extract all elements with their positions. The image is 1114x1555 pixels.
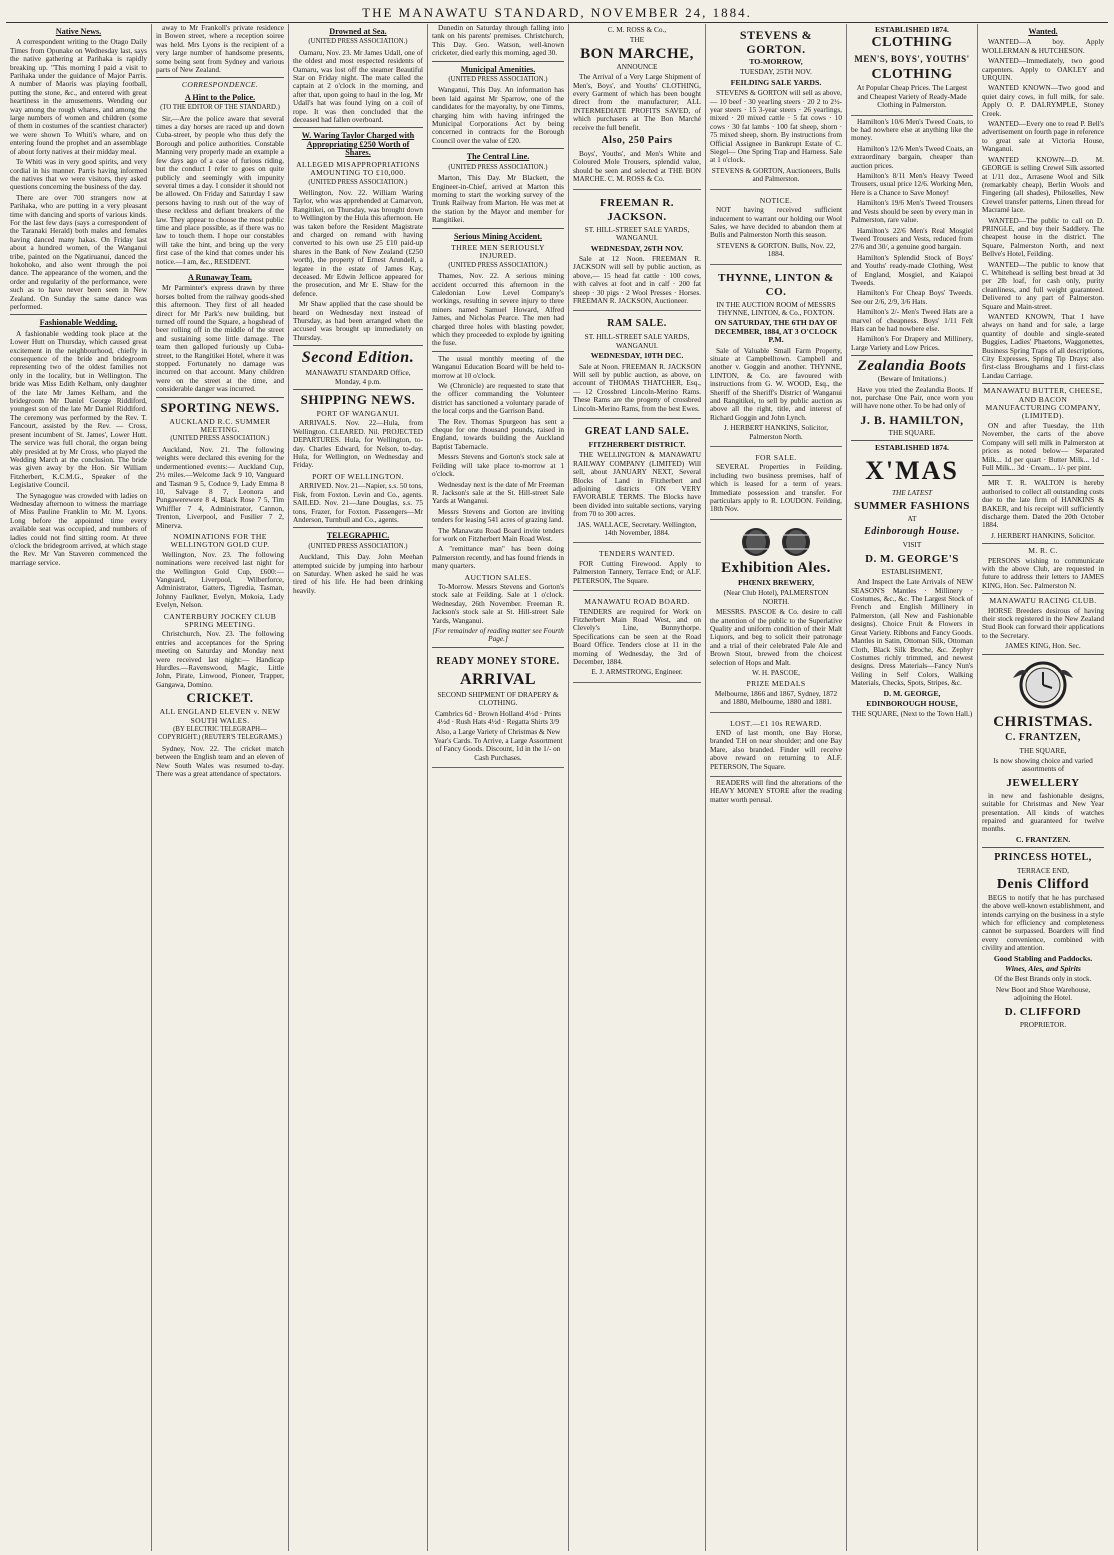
subheading: ALL ENGLAND ELEVEN v. NEW SOUTH WALES.	[159, 707, 281, 725]
heading-wanted: Wanted.	[1028, 27, 1058, 36]
divider	[293, 127, 423, 128]
ad-road-board	[573, 593, 701, 683]
divider	[293, 389, 423, 390]
clifford-name: D. CLIFFORD	[1004, 1005, 1082, 1018]
hamilton-offer: Hamilton's 19/6 Men's Tweed Trousers and Vests should be seen by every man in Palmerston, rare value.	[851, 198, 973, 225]
ad-body: MESSRS. PASCOE & Co. desire to call the attention of the public to the Superlative Quality and uniform condition of their Malt Liquors, and beg to solicit their patronage and a trial of their celebrated Pale Ale and Brown Stout, brewed from the choicest selection of Hops and Malt.	[710, 607, 842, 667]
ad-place: (Near Club Hotel), PALMERSTON NORTH.	[723, 588, 829, 606]
ad-prize: PRIZE MEDALS	[746, 679, 806, 689]
ad-signature: STEVENS & GORTON. Bulls, Nov. 22, 1884.	[716, 240, 836, 259]
ad-body: The Arrival of a Very Large Shipment of Men's, Boys', and Youths' CLOTHING, every Garment of which has been bought direct from the manufacturer; ALL INTERMEDIATE PROFITS SAVED, of which purchasers at The Bon Marché receive the full benefit.	[573, 72, 701, 132]
ad-date: WEDNESDAY, 10TH DEC.	[590, 351, 684, 361]
ad-for-sale	[710, 449, 842, 520]
divider	[10, 314, 147, 315]
barrel-icon	[740, 527, 772, 557]
ad-items: Cambrics 6d · Brown Holland 4½d · Prints 4½d · Rush Hats 4½d · Regatta Shirts 3/9	[434, 708, 562, 727]
ad-title: FREEMAN R. JACKSON.	[599, 196, 675, 223]
article-paragraph: Auckland, Nov. 21. The following weights were declared this evening for the undermentioned events:— Auckland Cup, 2½ miles.—Welcome Jack 9 10, Vanguard and Tasman 9 5, Coduce 9, Lady Emma 8 10, Salvage 8 7, Leonora and Pungawerewere 8 4, Black Rose 7 5, Tim Whiffler 7 4, Administrator, Cannon, Trenton, Liverpool, and Fusilier 7 2, Minerva.	[156, 444, 284, 530]
proprietor: PROPRIETOR.	[1019, 1019, 1067, 1029]
article-paragraph: Mr Parminter's express drawn by three horses bolted from the railway goods-shed this afternoon. They first of all headed direct for Mr Park's new building, but turned off round the Square, a hogshead of beer rolling off in the middle of the street and sustaining some little damage. The team then galloped furiously up Cuba-street, to the Rangitikei Hotel, where it was stopped. Fortunately no damage was incurred on that account. Many children were on the street at the time, and considerable danger was incurred.	[156, 283, 284, 394]
heading-cricket: CRICKET.	[186, 690, 254, 706]
hamilton-offer: Hamilton's 12/6 Men's Tweed Coats, an extraordinary bargain, cheaper than auction prices.	[851, 143, 973, 170]
ad-title: READY MONEY STORE.	[436, 655, 560, 667]
edinborough-address: THE SQUARE, (Next to the Town Hall.)	[851, 709, 973, 719]
ad-body: Sale of Valuable Small Farm Property, situate at Campbelltown. Campbell and another v. Goggin and another. THYNNE, LINTON, & Co. are favoured with instructions from G. W. WOOD, Esq., the Sheriff of the Sheriff's District of Wanganui and Rangitikei, to sell by public auction as above all the right, title, and interest of Richard Goggin and John Lynch.	[710, 345, 842, 422]
heading-shipping-news: SHIPPING NEWS.	[300, 392, 416, 408]
ad-subtitle: SECOND SHIPMENT OF DRAPERY & CLOTHING.	[437, 689, 559, 708]
subheading: CANTERBURY JOCKEY CLUB SPRING MEETING.	[163, 611, 277, 629]
divider	[982, 847, 1104, 848]
edinborough-house-name: EDINBOROUGH HOUSE,	[866, 698, 958, 708]
ad-title: LOST.—£1 10s REWARD.	[730, 718, 822, 728]
article-paragraph: We (Chronicle) are requested to state that the officer commanding the Volunteer district has sanctioned a voluntary parade of the local corps and the Garrison Band.	[432, 381, 564, 416]
wanted-ad: WANTED KNOWN—D. M. GEORGE is selling Crewel Silk assorted at 1/11 doz., Arrasene Wool and Silk (remarkably cheap), Berlin Wools and Fingering (all shades), Philoselles, New Crewel transfer patterns, Linen thread for Macramé lace.	[982, 154, 1104, 215]
clock-illustration	[982, 658, 1104, 712]
edinborough-house: Edinborough House.	[864, 526, 960, 538]
article-paragraph: ARRIVALS. Nov. 22—Hula, from Wellington. CLEARED. Nil. PROJECTED DEPARTURES. Hula, for Wellington, to-day. Charles Edward, for Nelson, to-day. Hula, for Wellington, on Wednesday and Friday.	[293, 418, 423, 470]
ad-subtitle: FITZHERBERT DISTRICT.	[588, 440, 686, 449]
wanted-ad: WANTED KNOWN, That I have always on hand and for sale, a large quantity of double and single-seated Buggies, Ladies' Phaetons, Waggonettes, Business Spring Traps of all descriptions, City Expresses, Spring Tip Drays; also first-class Broughams and 1 first-class Landau Carriage.	[982, 312, 1104, 380]
ad-body: NOT having received sufficient inducement to warrant our holding our Wool Sales, we have decided to abandon them at Bulls and Palmerston North this season.	[710, 205, 842, 240]
ad-body: Sale at 12 Noon. FREEMAN R. JACKSON will sell by public auction, as above,— 15 head fat cattle · 100 cows, with calves at foot and in calf · 200 fat sheep · 30 pigs · 2 Wool Presses · Horses. FREEMAN R. JACKSON, Auctioneer.	[573, 253, 701, 305]
subheading: (UNITED PRESS ASSOCIATION.)	[448, 261, 548, 269]
ad-title: STEVENS & GORTON.	[739, 28, 813, 56]
article-paragraph: Sir,—Are the police aware that several times a day horses are raced up and down Cuba-street, by people who thus defy the Borough and police authorities. Constable Manning very properly made an example a few days ago of a case of furious riding, but the conduct I refer to goes on quite publicly and seemingly with impunity several times a day. I consider it should not be allowed. On Friday and Saturday I saw persons having to rush out of the way of these reckless and defiant breakers of the law. They appear to choose the most public time and place possible, as if there was no law to touch them. I hope our constables will take the hint, and bring up the very first case of the kind that comes under his notice.—I am, &c., RESIDENT.	[156, 113, 284, 266]
subheading: ALLEGED MISAPPROPRIATIONS AMOUNTING TO £10,000.	[296, 159, 420, 178]
hamilton-offer: Hamilton's 10/6 Men's Tweed Coats, to be had nowhere else at anything like the money.	[851, 116, 973, 143]
heading-municipal: Municipal Amenities.	[460, 64, 536, 74]
article-paragraph: Sydney, Nov. 22. The cricket match between the English team and an eleven of New South Wales was resumed to-day. There was a great attendance of spectators.	[156, 743, 284, 779]
ad-body: FOR Cutting Firewood. Apply to Palmerston Tannery, Terrace End; or ALF. PETERSON, The Square.	[573, 558, 701, 585]
wanted-ad: WANTED—A boy. Apply WOLLERMAN & HUTCHESON.	[982, 37, 1104, 55]
ad-body: At Popular Cheap Prices. The Largest and Cheapest Variety of Ready-Made Clothing in Palmerston.	[856, 83, 968, 110]
heading-sporting-news: SPORTING NEWS.	[160, 399, 280, 415]
ad-years: Melbourne, 1866 and 1867, Sydney, 1872 and 1880, Melbourne, 1880 and 1881.	[714, 688, 838, 707]
establishment: ESTABLISHMENT,	[881, 566, 943, 576]
ad-freeman-jackson	[573, 192, 701, 312]
divider	[432, 148, 564, 149]
heading-waring-taylor: W. Waring Taylor Charged with Appropriating £250 Worth of Shares.	[301, 131, 415, 158]
ad-body: SEVERAL Properties in Feilding, including two business premises, half of which is leased for a term of years. Immediate possession and transfer. For particulars apply to R. LOUDON. Feilding, 18th Nov.	[710, 462, 842, 514]
xmas-at: AT	[907, 514, 917, 524]
divider	[432, 61, 564, 62]
xmas-body: And Inspect the Late Arrivals of NEW SEASON'S Mantles · Millinery · Costumes, &c., &c. The Largest Stock of French and English Millinery in Palmerston, (all New and Fashionable designs). Choice Fruit & Flowers in Great Variety. Ribbons and Fancy Goods. Mantles in Satin, Ottoman Silk, Ottoman Cloth, Black Silk Broche, &c. Zephyr Costumes richly trimmed, and newest designs. Dress Materials—Fancy Nun's Veiling in Self Colors, Walking Materials, Checks, Spots, Stripes, &c.	[851, 577, 973, 688]
ad-title: RAM SALE.	[607, 318, 667, 330]
wines: Wines, Ales, and Spirits	[1005, 963, 1081, 973]
divider	[982, 543, 1104, 544]
column-1	[6, 24, 151, 1551]
ad-body: Sale at Noon. FREEMAN R. JACKSON Will sell by public auction, as above, on account of THOMAS THATCHER, Esq.,— 12 Crossbred Lincoln-Merino Rams. These Rams are the progeny of crossbred Lincoln-Merino Rams, from the best Ewes.	[573, 361, 701, 413]
heading-racing-club: MANAWATU RACING CLUB.	[989, 596, 1097, 606]
article-paragraph: There are over 700 strangers now at Parihaka, who are putting in a very pleasant time with dancing and sports of various kinds. For the last few days (says a correspondent of the Taranaki Herald) both males and females having danced many hakas. On Friday last about a hundred women, of the Wanganui tribe, painted on the Ngatiruanui, danced the hokohoko, and also went through the poi dance. The appearance of the women, and the order and regularity of the performance, were such as to have never been seen in New Zealand. On Sunday the same dance was performed.	[10, 192, 147, 311]
ad-signature: JAMES KING, Hon. Sec.	[1005, 641, 1081, 651]
ad-subtitle: ST. HILL-STREET SALE YARDS, WANGANUI.	[584, 224, 690, 243]
article-paragraph: A "remittance man" has been doing Palmerston recently, and has found friends in many quarters.	[432, 544, 564, 571]
subheading: AUCTION SALES.	[464, 572, 532, 582]
article-paragraph: Auckland, This Day. John Meehan attempted suicide by jumping into harbour on Saturday. When asked he said he was tired of his life. He had been drinking heavily.	[293, 552, 423, 595]
article-paragraph: A fashionable wedding took place at the Lower Hutt on Thursday, which caused great excitement in the neighbourhood, chiefly in consequence of the bride and bridegroom representing two of the oldest families not only in the locality, but in Wellington. The bride was Miss Edith Kelham, only daughter of the late Mr James Kelham, and the bridegroom Mr Daniel George Riddiford, youngest son of the late Mr Daniel Riddiford. The ceremony was performed by the Rev. T. Fancourt, assisted by the Rev. — Cross, present incumbent of St. James', Lower Hutt. The service was full choral, the organ being ably presided at by Mr Cross, who played the Wedding March at the conclusion. The bride was given away by the Hon. Sir William Fitzherbert, K.C.M.G., Speaker of the Legislative Council.	[10, 328, 147, 490]
divider	[293, 527, 423, 528]
article-paragraph: Messrs Stevens and Gorton's stock sale at Feilding will take place to-morrow at 1 o'clock.	[432, 452, 564, 479]
ad-body: MR T. R. WALTON is hereby authorised to collect all outstanding costs due to the late firm of HANKINS & BAKER, and his receipt will sufficiently discharge them. Dated the 20th October 1884.	[982, 478, 1104, 530]
christmas-title: CHRISTMAS.	[993, 713, 1093, 730]
hamilton-offer: Hamilton's 8/11 Men's Heavy Tweed Trousers, usual price 12/6. Working Men, Here is a Chance to Save Money!	[851, 171, 973, 197]
ad-title: CLOTHING	[871, 35, 953, 51]
ad-title: MANAWATU ROAD BOARD.	[584, 597, 690, 607]
article-paragraph: The Manawatu Road Board invite tenders for work on Fitzherbert Main Road West.	[432, 525, 564, 543]
subheading: (UNITED PRESS ASSOCIATION.)	[448, 76, 548, 84]
ad-body: THE WELLINGTON & MANAWATU RAILWAY COMPANY (LIMITED) Will sell, about JANUARY NEXT, Several Blocks of Land in Fitzherbert and adjoining districts ON VERY FAVORABLE TERMS. The Blocks have been divided into suitable sections, varying from 70 to 300 acres.	[573, 450, 701, 519]
zealandia-title: Zealandia Boots	[857, 358, 967, 375]
hamilton-offer: Hamilton's Splendid Stock of Boys' and Youths' ready-made Clothing, West of England, Mosgiel, and Kaiapoi Tweeds.	[851, 252, 973, 287]
subheading: NOMINATIONS FOR THE WELLINGTON GOLD CUP.	[170, 531, 270, 550]
ad-body: TENDERS are required for Work on Fitzherbert Main Road West, and on Clevely's Line, Bunnythorpe. Specifications can be seen at the Road Board Office. Tenders close at 11 in the morning of Wednesday, the 3rd of December, 1884.	[573, 606, 701, 666]
hamilton-offer: Hamilton's 22/6 Men's Real Mosgiel Tweed Trousers and Vests, reduced from 27/6 and 30/, a genuine good bargain.	[851, 225, 973, 252]
subheading: (UNITED PRESS ASSOCIATION.)	[448, 163, 548, 171]
ad-ready-money-store	[432, 651, 564, 768]
article-paragraph: Dunedin on Saturday through falling into tank on his parents' premises. Christchurch, This Day. Geo. Watson, well-known cricketer, died early this morning, aged 30.	[432, 24, 564, 58]
subheading: (TO THE EDITOR OF THE STANDARD.)	[160, 104, 280, 112]
barrel-icon	[780, 527, 812, 557]
wanted-ad: WANTED KNOWN—Two good and quiet dairy cows, in full milk, for sale. Apply O. P. DALRYMPLE, Stoney Creek.	[982, 83, 1104, 118]
ad-exhibition-ales	[710, 522, 842, 713]
ad-subtitle: ANNOUNCE	[616, 61, 658, 71]
ad-subtitle: ST. HILL-STREET SALE YARDS, WANGANUI.	[584, 332, 690, 350]
ad-body: HORSE Breeders desirous of having their stock registered in the New Zealand Stud Book can forward their applications to the Secretary.	[982, 605, 1104, 640]
article-paragraph: Thames, Nov. 22. A serious mining accident occurred this afternoon in the Caledonian Low Level Company's workings, resulting in severe injury to three miners named Samuel Howard, Alfred James, and Nicholas Pearce. The men had charged three holes with blasting powder, which they proceeded to explode by igniting the fuse.	[432, 271, 564, 348]
ad-title: BON MARCHE,	[580, 45, 694, 62]
xmas-title: X'MAS	[865, 455, 959, 485]
terrace-end: TERRACE END,	[1017, 866, 1069, 876]
ad-established: ESTABLISHED 1874.	[875, 25, 949, 34]
subheading: (UNITED PRESS ASSOCIATION.)	[308, 38, 408, 46]
ad-subtitle: IN THE AUCTION ROOM of MESSRS THYNNE, LINTON, & Co., FOXTON.	[716, 299, 836, 317]
divider	[982, 593, 1104, 594]
article-paragraph: away to Mr Frankoll's private residence in Bowen street, where a reception soiree was held. Mrs Lyons is the recipient of a very large number of handsome presents, some being sent from Sydney and various parts of New Zealand.	[156, 24, 284, 75]
ad-readers: READERS will find the alterations of the HEAVY MONEY STORE after the reading matter worth perusal.	[710, 778, 842, 804]
hamilton-offer: Hamilton's For Cheap Boys' Tweeds. See our 2/6, 2/9, 3/6 Hats.	[851, 288, 973, 306]
ad-body: Boys', Youths', and Men's White and Coloured Mole Trousers, splendid value, should be seen and selected at THE BON MARCHE. C. M. ROSS & Co.	[573, 149, 701, 184]
article-paragraph: Wellington, Nov. 23. The following nominations were received last night for the Wellington Gold Cup, £600:—Vanguard, Liverpool, Wilberforce, Administrator, Gatters, Tigredia, Tasman, Johnny Faulkner, Evelyn, Mokoia, Lady Evelyn, Nelson.	[156, 549, 284, 610]
ad-headline: ARRIVAL	[459, 670, 537, 688]
column-7	[846, 24, 977, 1551]
ad-established: ESTABLISHED 1874.	[875, 443, 949, 453]
ad-signature: J. HERBERT HANKINS, Solicitor.	[990, 530, 1096, 540]
ad-the: THE	[629, 35, 645, 45]
ad-clothing	[851, 24, 973, 116]
article-paragraph: Marton, This Day. Mr Blackett, the Engineer-in-Chief, arrived at Marton this morning to start the working survey of the Trunk Railway from Marton. He was met at the station by the Mayor and member for Rangitikei.	[432, 173, 564, 225]
article-paragraph: ARRIVED. Nov. 21—Napier, s.s. 50 tons, Fisk, from Foxton. Levin and Co., agents. SAILED. Nov. 21—Jane Douglas, s.s. 75 tons, Frazer, for Foxton. Passengers—Mr Anderson, Turnbull and Co., agents.	[293, 481, 423, 524]
george-signature: D. M. GEORGE,	[883, 688, 941, 698]
ad-date: ON SATURDAY, THE 6TH DAY OF DECEMBER, 1884, AT 3 O'CLOCK P.M.	[714, 318, 838, 345]
ad-tenders-wanted	[573, 545, 701, 591]
frantzen-body: Is now showing choice and varied assortments of	[993, 756, 1093, 774]
subheading: (BY ELECTRIC TELEGRAPH—COPYRIGHT.) (REUTER'S TELEGRAMS.)	[157, 726, 283, 742]
ad-date: WEDNESDAY, 26TH NOV.	[590, 243, 684, 253]
divider	[156, 269, 284, 270]
stabling: Good Stabling and Paddocks.	[993, 953, 1093, 963]
jewellery-title: JEWELLERY	[1006, 776, 1080, 789]
ad-thynne-linton	[710, 267, 842, 448]
article-paragraph: Te Whiti was in very good spirits, and very cordial in his manner. Parris having informed the natives that we were visitors, they asked questions concerning the business of the day.	[10, 157, 147, 192]
column-6	[705, 24, 846, 1551]
column-5	[568, 24, 705, 1551]
heading-butter-company: MANAWATU BUTTER, CHEESE, AND BACON MANUFACTURING COMPANY, (LIMITED).	[983, 386, 1103, 421]
ad-firm: C. M. ROSS & Co.,	[607, 25, 667, 34]
hotel-body: BEGS to notify that he has purchased the above well-known establishment, and intends carrying on the business in a style which for efficiency and completeness cannot be surpassed. Boarders will find every convenience, combined with civility and attention.	[982, 892, 1104, 953]
divider	[293, 345, 423, 346]
ad-stevens-gorton	[710, 24, 842, 190]
article-paragraph: Wellington, Nov. 22. William Waring Taylor, who was apprehended at Carnarvon, Rangitikei, on Thursday, was brought down to Wellington by the Hula this afternoon. He was taken before the Resident Magistrate and charged on remand with having converted to his own use 25 £10 paid-up shares in the Bank of New Zealand (£250 worth), the property of Ernest Arundell, a legatee in the estate of James Kay, deceased. Mr Edwin Jellicoe appeared for the prosecution, and Mr E. Shaw for the defence.	[293, 187, 423, 298]
article-paragraph: A correspondent writing to the Otago Daily Times from Opunake on Wednesday last, says the native gathering at Parihaka is rapidly breaking up. "This morning I paid a visit to Parihaka under the guidance of Major Parris. A number of Maoris was playing football, putting the stone, &c., and entered with great heartiness in the amusements. Wending our way among the rough whares, and among the large numbers of women and children (some of them in costumes of the scantiest character) we were shown To Whiti's whare, and on entering found the prophet and an assemblage of about forty natives at their midday meal.	[10, 37, 147, 156]
wanted-ad: WANTED—Immediately, two good carpenters. Apply to OAKLEY and URQUIN.	[982, 56, 1104, 83]
article-paragraph: Christchurch, Nov. 23. The following entries and acceptances for the Spring meeting on Saturday and Monday next were received last night:— Handicap Hurdles.—Ravenswood, Magic, Little John, Pirate, Linwood, Pioneer, Trapper, Gangawa, Domino.	[156, 629, 284, 689]
denis-clifford: Denis Clifford	[996, 876, 1090, 892]
ad-title: Exhibition Ales.	[721, 559, 831, 576]
subheading: PORT OF WELLINGTON.	[312, 471, 404, 481]
ad-title: THYNNE, LINTON & CO.	[718, 271, 834, 298]
zealandia-body: Have you tried the Zealandia Boots. If not, purchase One Pair, once worn you will have none other. To be had only of	[851, 384, 973, 411]
ad-title: FOR SALE.	[755, 453, 797, 463]
article-paragraph: The Rev. Thomas Spurgeon has sent a cheque for one thousand pounds, raised in England, towards building the Auckland Baptist Tabernacle.	[432, 416, 564, 451]
brands: Of the Best Brands only in stock.	[994, 974, 1092, 984]
column-3	[288, 24, 427, 1551]
article-paragraph: Wanganui, This Day. An information has been laid against Mr Sparrow, one of the candidates for the mayoralty, by one Timms, charging him with having infringed the Municipal Corporations Act by being concerned in contracts for the Borough Council over the value of £20.	[432, 85, 564, 145]
hamilton-offer: Hamilton's 2/- Men's Tweed Hats are a marvel of cheapness. Boys' 1/11 Felt Hats can be had nowhere else.	[851, 307, 973, 333]
xmas-fashions: SUMMER FASHIONS	[854, 500, 970, 513]
ad-title: GREAT LAND SALE.	[584, 426, 690, 437]
ad-body: END of last month, one Bay Horse, branded T.H on near shoulder; and one Bay Mare, also branded. Finder will receive above reward on returning to ALF. PETERSON, The Square.	[710, 727, 842, 771]
ad-title: TENDERS WANTED.	[599, 549, 675, 559]
heading-native-news: Native News.	[55, 27, 102, 36]
ad-signature: E. J. ARMSTRONG, Engineer.	[591, 667, 683, 677]
wanted-ad: WANTED—Every one to read P. Bell's advertisement on fourth page in reference to great sale at Victoria House, Wanganui.	[982, 119, 1104, 154]
subheading: PORT OF WANGANUI.	[316, 409, 400, 419]
heading-drowned-at-sea: Drowned at Sea.	[329, 27, 387, 36]
ad-body: ON and after Tuesday, the 11th November, the carts of the above Company will sell milk in Palmerston at prices as noted below— Separated Milk... 1d per quart · Butter Milk... 1d · Full Milk... 3d · Cream... 1/- per pint.	[982, 420, 1104, 472]
divider	[432, 228, 564, 229]
subheading: (UNITED PRESS ASSOCIATION.)	[308, 542, 408, 550]
divider	[851, 355, 973, 356]
princess-hotel: PRINCESS HOTEL,	[994, 852, 1092, 864]
masthead: THE MANAWATU STANDARD, NOVEMBER 24, 1884.	[6, 4, 1108, 23]
visit: VISIT	[902, 540, 922, 550]
frantzen-name: C. FRANTZEN,	[1005, 731, 1081, 743]
article-paragraph: The Synagogue was crowded with ladies on Wednesday afternoon to witness the marriage of Miss Pauline Franklin to Mr. M. Lyons. Long before the appointed time every available seat was occupied, and numbers of ladies could not find sitting room. At three o'clock the bridegroom arrived, at which stage the Rev. Mr Van Staveren commenced the marriage service.	[10, 490, 147, 567]
ad-lost-reward	[710, 715, 842, 777]
shoe-warehouse: New Boot and Shoe Warehouse, adjoining the Hotel.	[995, 984, 1091, 1003]
subheading: THREE MEN SERIOUSLY INJURED.	[451, 242, 545, 261]
ad-title: NOTICE.	[759, 195, 793, 205]
article-paragraph: To-Morrow. Messrs Stevens and Gorton's stock sale at Feilding. Sale at 1 o'clock. Wednesday, 26th November. Freeman R. Jackson's stock sale at St. Hill-street Sale Yards, Wanganui.	[432, 581, 564, 625]
heading-hint-police: A Hint to the Police.	[184, 92, 256, 102]
ad-body: STEVENS & GORTON will sell as above,— 10 beef · 30 yearling steers · 20 2 to 2½-year steers · 15 3-year steers · 26 yearlings, mixed · 20 mixed cattle · 5 fat cows · 10 cows · 30 fat lambs · 100 fat sheep, shorn · 75 mixed sheep, shorn. By instructions from Official Assignee in Bankrupt Estate of C. Siegel— One Spring Trap and Harness. Sale at 1 o'clock.	[710, 88, 842, 165]
column-2	[151, 24, 288, 1551]
subheading: AUCKLAND R.C. SUMMER MEETING.	[169, 416, 271, 435]
divider	[156, 77, 284, 78]
continuation-note: [For remainder of reading matter see Fourth Page.]	[432, 626, 564, 644]
frantzen-signature: C. FRANTZEN.	[1015, 834, 1071, 844]
heading-central-line: The Central Line.	[466, 152, 530, 162]
divider	[982, 654, 1104, 655]
divider	[156, 397, 284, 398]
ad-ram-sale	[573, 313, 701, 419]
column-8	[977, 24, 1108, 1551]
ad-signature: J. HERBERT HANKINS, Solicitor, Palmerston North.	[723, 423, 829, 441]
subheading: (UNITED PRESS ASSOCIATION.)	[308, 178, 408, 186]
heading-second-edition: Second Edition.	[301, 349, 415, 367]
article-paragraph: Oamaru, Nov. 23. Mr James Udall, one of the oldest and most respected residents of Oamaru, was lost off the steamer Beautiful Star on Friday night. The mate called the captain at 2 o'clock in the morning, and after that, upon going to haul in the log, Mr Udall's hat was found lying on a coil of rope. It was then concluded that the deceased had fallen overboard.	[293, 47, 423, 125]
divider	[432, 351, 564, 352]
columns	[6, 24, 1108, 1551]
heading-mrc: M. R. C.	[1028, 546, 1058, 556]
george-name: D. M. GEORGE'S	[865, 552, 959, 565]
ad-date: TO-MORROW,	[749, 57, 803, 66]
article-paragraph: Messrs Stevens and Gorton are inviting tenders for leasing 541 acres of grazing land.	[432, 506, 564, 525]
hamilton-offer: Hamilton's For Drapery and Millinery, Large Variety and Low Prices.	[851, 334, 973, 352]
ad-signature: JAS. WALLACE, Secretary. Wellington, 14th November, 1884.	[577, 519, 697, 538]
clock-icon	[1008, 658, 1078, 712]
edition-note: MANAWATU STANDARD Office, Monday, 4 p.m.	[305, 368, 411, 386]
article-paragraph: The usual monthly meeting of the Wanganui Education Board will be held to-morrow at 10 o'clock.	[432, 353, 564, 380]
heading-runaway-team: A Runaway Team.	[188, 272, 252, 282]
ad-highlight: Also, 250 Pairs	[601, 135, 673, 147]
article-paragraph: Mr Shaw applied that the case should be heard on Wednesday next instead of Thursday, as had been arranged when the accused was brought up immediately on Thursday.	[293, 299, 423, 342]
jewellery-body: in new and fashionable designs, suitable for Christmas and New Year presentation. All kinds of watches repaired and guaranteed for twelve months.	[982, 790, 1104, 834]
divider	[982, 383, 1104, 384]
heading-telegraphic: TELEGRAPHIC.	[326, 531, 390, 541]
article-paragraph: Wednesday next is the date of Mr Freeman R. Jackson's sale at the St. Hill-street Sale Yards at Wanganui.	[432, 479, 564, 506]
hamilton-address: THE SQUARE.	[888, 427, 936, 437]
subheading: (UNITED PRESS ASSOCIATION.)	[170, 435, 270, 443]
ad-body: Also, a Large Variety of Christmas & New Year's Cards. To Arrive, a Large Assortment of Fancy Goods. Discount, 1d in the 1/- on Cash Purchases.	[433, 727, 563, 762]
barrel-illustration	[710, 527, 842, 557]
divider	[982, 475, 1104, 476]
ad-subtitle: PHŒNIX BREWERY,	[737, 577, 815, 587]
hamilton-name: J. B. HAMILTON,	[860, 412, 964, 427]
ad-place: FEILDING SALE YARDS.	[730, 77, 822, 87]
ad-great-land-sale	[573, 421, 701, 543]
divider	[432, 647, 564, 648]
ad-notice	[710, 192, 842, 265]
ad-bon-marche	[573, 24, 701, 190]
ad-body: PERSONS wishing to communicate with the above Club, are requested in future to address their letters to JAMES KING, Hon. Sec. Palmerston N.	[982, 555, 1104, 590]
ad-title: MEN'S, BOYS', YOUTHS'	[854, 54, 970, 65]
wanted-ad: WANTED—The public to know that C. Whitehead is selling best bread at 3d per 2lb loaf, for cash only, purity cleanliness, and full weight guaranteed. Delivered to any part of Palmerston. Square and Main-street.	[982, 259, 1104, 311]
heading-correspondence: CORRESPONDENCE.	[181, 80, 259, 90]
heading-mining-accident: Serious Mining Accident.	[453, 231, 543, 241]
heading-fashionable-wedding: Fashionable Wedding.	[39, 318, 118, 328]
divider	[851, 440, 973, 441]
zealandia-sub: (Beware of Imitations.)	[877, 374, 947, 384]
frantzen-address: THE SQUARE,	[1019, 745, 1067, 755]
wanted-ad: WANTED—The public to call on D. PRINGLE, and buy their Saddlery. The cheapest house in the district. The Square, Palmerston North, and next Bellve's Hotel, Feilding.	[982, 215, 1104, 259]
ad-signature: STEVENS & GORTON, Auctioneers, Bulls and Palmerston.	[711, 165, 841, 184]
ad-title: CLOTHING	[871, 67, 953, 83]
ad-signature: W. H. PASCOE,	[752, 667, 800, 677]
xmas-sub: THE LATEST	[891, 487, 933, 497]
ad-subtitle: TUESDAY, 25TH NOV.	[740, 67, 812, 77]
column-4	[427, 24, 568, 1551]
